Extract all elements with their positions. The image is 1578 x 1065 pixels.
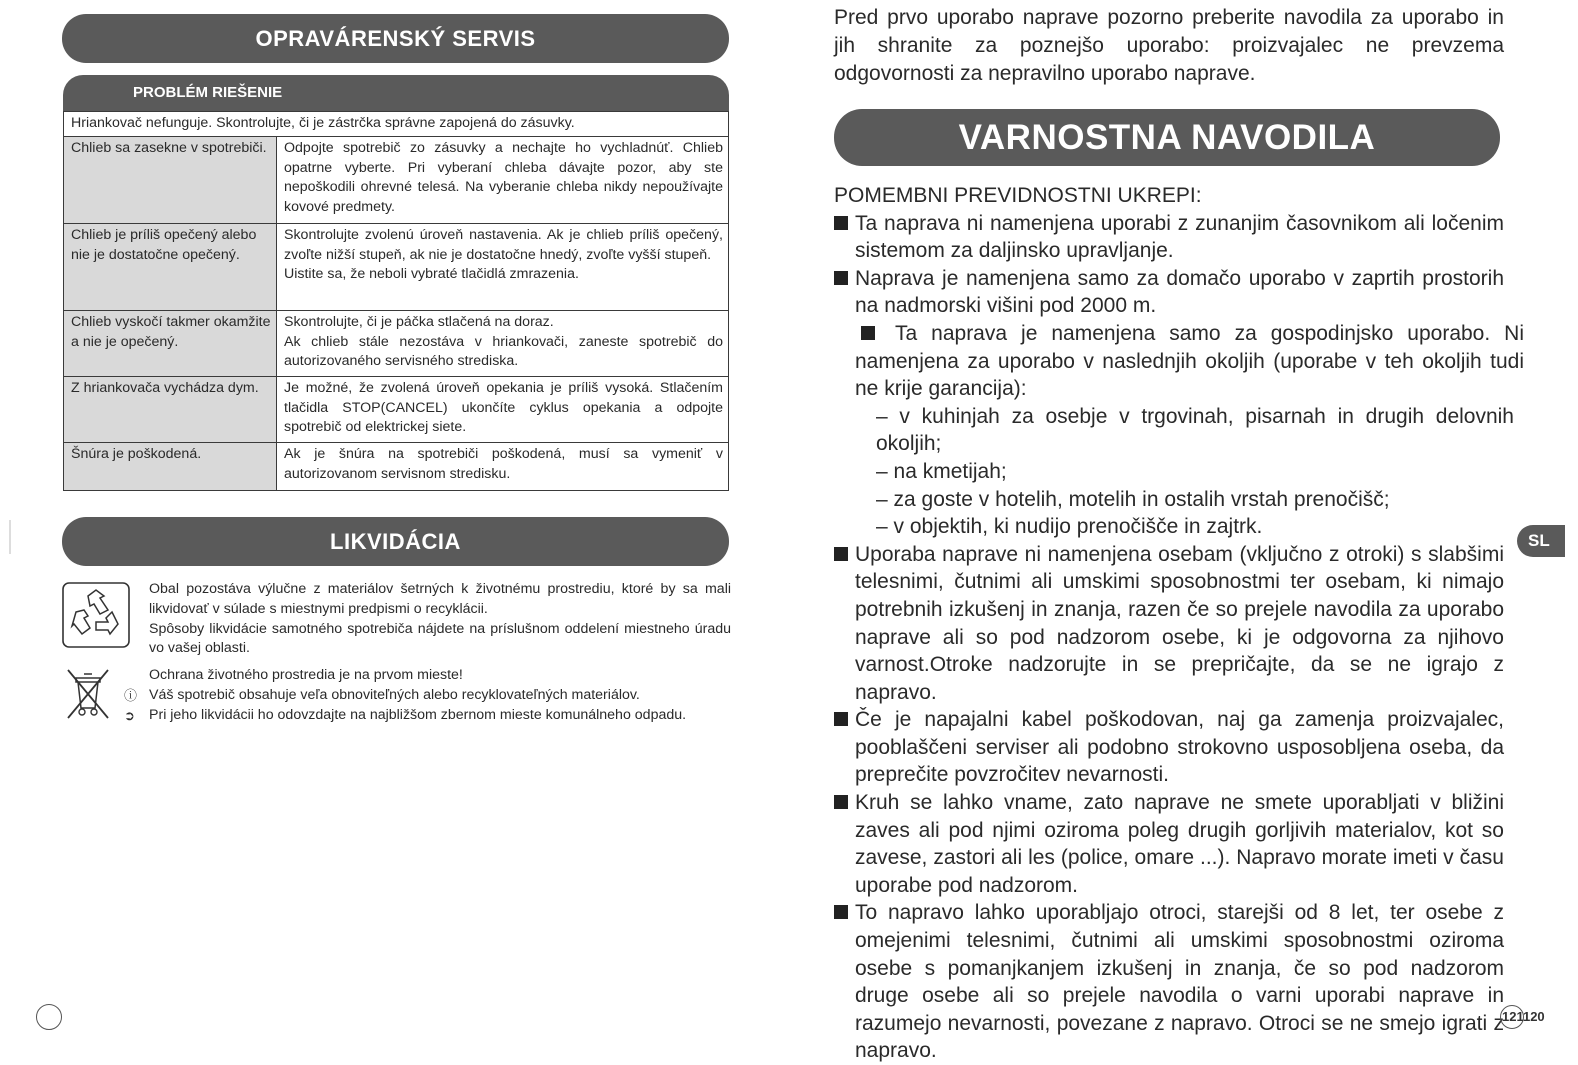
table-row (64, 224, 729, 311)
square-bullet-icon (834, 216, 848, 230)
square-bullet-icon (834, 795, 848, 809)
solution-text: Skontrolujte, či je zástrčka správne zapojená do zásuvky. (216, 115, 575, 131)
square-bullet-icon (834, 271, 848, 285)
solution-cell: Je možné, že zvolená úroveň opekania je príliš vysoká. Stlačením tlačidla STOP(CANCEL) ukončíte cyklus opekania a odpojte spotrebič od elektrickej siete. (277, 377, 729, 443)
table-row (64, 311, 729, 377)
intro-paragraph: Pred prvo uporabo naprave pozorno preberite navodila za uporabo in jih shranite za poznejšo uporabo: proizvajalec ne prevzema odgovornosti za nepravilno uporabo naprave. (834, 6, 1504, 85)
page-number-text: 121120 (1502, 1009, 1545, 1024)
disposal-paragraph-1: Obal pozostáva výlučne z materiálov šetrných k životnému prostrediu, ktoré by sa mali likvidovať v súlade s miestnymi predpismi o recyklácii. (149, 581, 731, 617)
env-line-3: Pri jeho likvidácii ho odovzdajte na najbližšom zbernom mieste komunálneho odpadu. (149, 706, 687, 723)
bullet-text: To napravo lahko uporabljajo otroci, starejši od 8 let, ter osebe z omejenimi telesnimi, čutnimi ali umskimi sposobnostmi oziroma osebe s pomanjkanjem izkušenj in znanja, če so pod nadzorom druge osebe ali so prejele navodila o varni uporabi naprave in razumejo nevarnosti, povezane z napravo. Otroci se ne smejo igrati z napravo. (855, 901, 1504, 1063)
page-number (1500, 1005, 1545, 1029)
bullet-text: Ta naprava je namenjena samo za gospodinjsko uporabo. Ni namenjena za uporabo v naslednjih okoljih (uporabe v teh okoljih tudi ne krije garancija): (855, 321, 1524, 401)
problem-text: Hriankovač nefunguje. (71, 115, 213, 131)
solution-cell: Ak je šnúra na spotrebiči poškodená, musí sa vymeniť v autorizovanom servisnom stredisku. (277, 443, 729, 491)
bullet-item (834, 541, 1504, 707)
solution-cell (277, 224, 729, 311)
square-bullet-icon (834, 905, 848, 919)
square-bullet-icon (834, 547, 848, 561)
problem-cell: Chlieb sa zasekne v spotrebiči. (64, 137, 277, 224)
dash-item: – za goste v hotelih, motelih in ostalih vrstah prenočišč; (876, 487, 1390, 511)
bullet-item (834, 899, 1504, 1065)
env-line (124, 706, 731, 726)
disposal-text (149, 580, 731, 659)
square-bullet-icon (861, 326, 875, 340)
solution-text: Skontrolujte zvolenú úroveň nastavenia. Ak je chlieb príliš opečený, zvoľte nižší stupeň, ak nie je dostatočne hnedý, zvoľte vyšší stupeň. (284, 227, 723, 263)
table-row (64, 137, 729, 224)
env-line-1: Ochrana životného prostredia je na prvom mieste! (149, 667, 463, 683)
problem-cell: Šnúra je poškodená. (64, 443, 277, 491)
solution-text: Skontrolujte, či je páčka stlačená na doraz. (284, 314, 554, 330)
bullet-text: Ta naprava ni namenjena uporabi z zunanjim časovnikom ali ločenim sistemom za daljinsko upravljanje. (855, 211, 1504, 263)
env-line (124, 686, 731, 706)
square-bullet-icon (834, 712, 848, 726)
bullet-text: Če je napajalni kabel poškodovan, naj ga zamenja proizvajalec, pooblaščeni serviser ali podobno strokovno usposobljena oseba, da preprečite povzročitev nevarnosti. (855, 708, 1504, 787)
safety-subtitle: POMEMBNI PREVIDNOSTNI UKREPI: (834, 184, 1202, 207)
problem-cell: Chlieb vyskočí takmer okamžite a nie je opečený. (64, 311, 277, 377)
page-circle-icon (36, 1004, 62, 1030)
disposal-paragraph-2: Spôsoby likvidácie samotného spotrebiča nájdete na príslušnom oddelení miestneho úradu vo vašej oblasti. (149, 620, 731, 657)
table-row (64, 112, 729, 137)
table-row (64, 443, 729, 491)
solution-cell: Odpojte spotrebič zo zásuvky a nechajte ho vychladnúť. Chlieb opatrne vyberte. Pri vyberaní chleba dávajte pozor, aby ste nepoškodili ohrevné telesá. Na vyberanie chleba nikdy nepoužívajte kovové predmety. (277, 137, 729, 224)
language-badge: SL (1517, 525, 1565, 557)
environment-text (124, 666, 731, 725)
bullet-item (834, 210, 1504, 265)
right-page (790, 0, 1578, 1063)
bullet-text: Kruh se lahko vname, zato naprave ne smete uporabljati v bližini zaves ali pod njimi oziroma poleg drugih gorljivih materialov, kot so zavese, zastori ali les (police, omare ...). Napravo morate imeti v času uporabe pod nadzorom. (855, 791, 1504, 897)
edge-mark (9, 520, 11, 554)
dash-item: – v kuhinjah za osebje v trgovinah, pisarnah in drugih delovnih okoljih; (876, 404, 1514, 456)
solution-extra-text: Ak chlieb stále nezostáva v hriankovači, zaneste spotrebič do autorizovaného servisného strediska. (284, 333, 723, 369)
table-header (63, 75, 729, 112)
crossed-bin-icon (62, 666, 114, 722)
bullet-item (834, 789, 1504, 899)
env-line-2: Váš spotrebič obsahuje veľa obnoviteľných alebo recyklovateľných materiálov. (149, 686, 640, 703)
service-title: OPRAVÁRENSKÝ SERVIS (62, 14, 729, 63)
recycle-icon (62, 582, 130, 648)
bullet-text: Uporaba naprave ni namenjena osebam (vključno z otroki) s slabšimi telesnimi, čutnimi ali umskimi sposobnostmi ter osebam, ki nimajo potrebnih izkušenj in znanja, razen če so prejele navodila za uporabo naprave ali so pod nadzorom osebe, ki je odgovorna za njihovo varnost.Otroke nadzorujte in se prepričajte, da se ne igrajo z napravo. (855, 542, 1504, 704)
solution-extra-text: Uistite sa, že neboli vybraté tlačidlá zmrazenia. (284, 266, 579, 282)
arrow-icon: ➲ (124, 707, 135, 723)
disposal-title: LIKVIDÁCIA (62, 517, 729, 566)
bullet-item (834, 265, 1504, 320)
env-line (149, 666, 731, 686)
solution-cell (277, 311, 729, 377)
dash-list (834, 403, 1514, 541)
bullet-item (834, 320, 1524, 403)
dash-item: – v objektih, ki nudijo prenočišče in zajtrk. (876, 515, 1263, 539)
table-cell-merged (64, 112, 729, 137)
table-row (64, 377, 729, 443)
problem-cell: Chlieb je príliš opečený alebo nie je dostatočne opečený. (64, 224, 277, 311)
dash-item: – na kmetijah; (876, 459, 1007, 483)
bullet-text: Naprava je namenjena samo za domačo uporabo v zaprtih prostorih na nadmorski višini pod 2000 m. (855, 266, 1504, 318)
troubleshooting-table (63, 111, 729, 491)
left-page (0, 0, 790, 1047)
bullet-item (834, 706, 1504, 789)
problem-cell: Z hriankovača vychádza dym. (64, 377, 277, 443)
safety-title: VARNOSTNA NAVODILA (834, 109, 1500, 166)
table-header-label: PROBLÉM RIEŠENIE (133, 84, 283, 101)
info-icon: ⓘ (124, 687, 138, 703)
